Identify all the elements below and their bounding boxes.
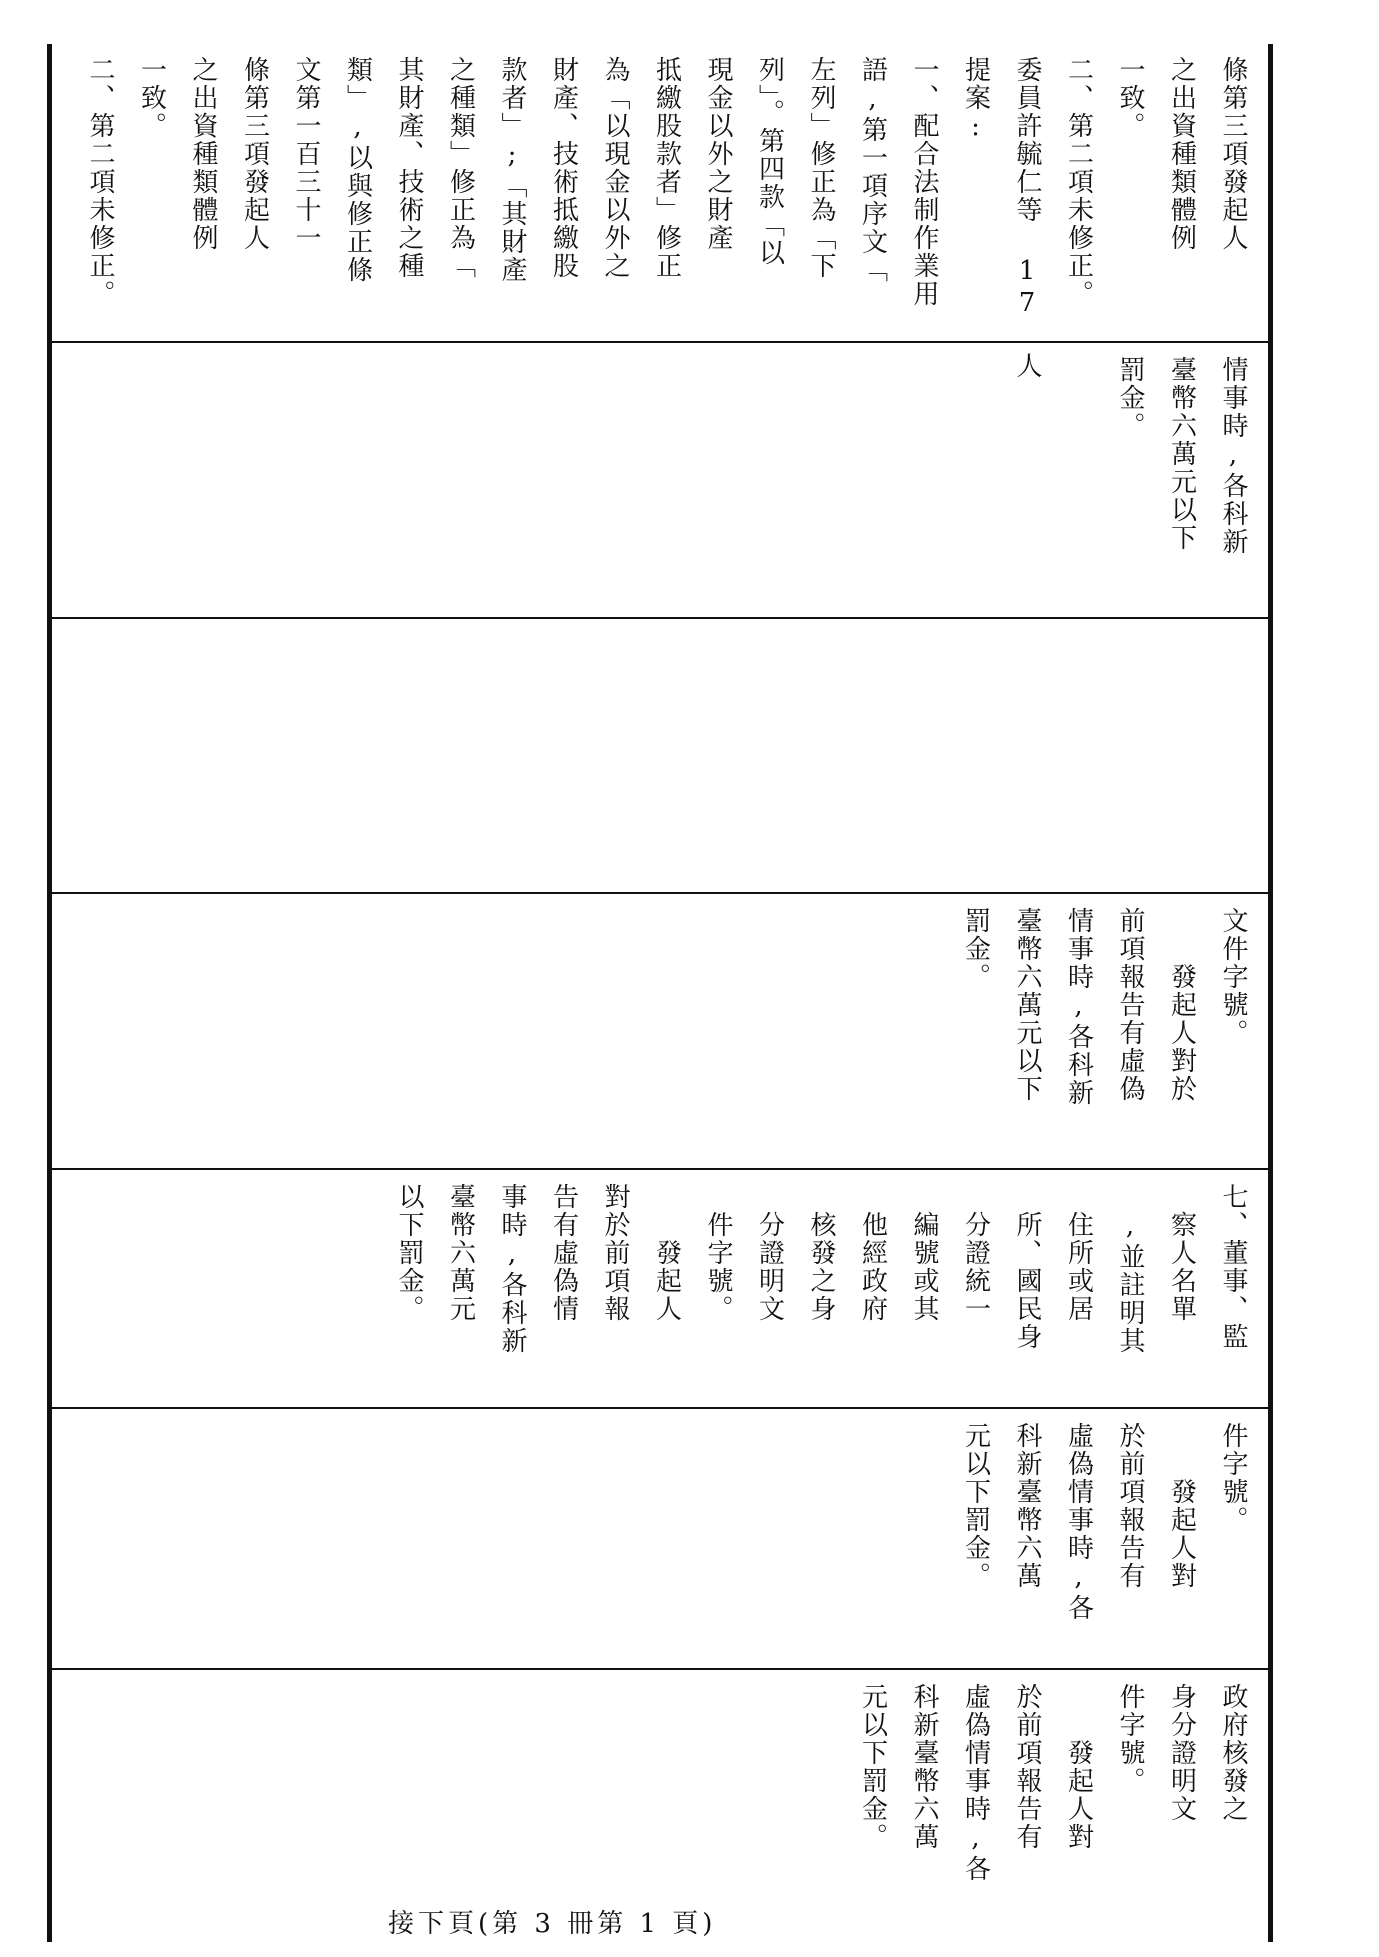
text-column: 之出資種類體例 [188, 56, 218, 252]
row-divider [47, 1168, 1273, 1170]
text-column: 財產、技術抵繳股 [548, 56, 579, 280]
text-column: 於前項報告有 [1012, 1683, 1042, 1851]
text-column: 類」,以與修正條 [342, 56, 373, 284]
text-column: 分證統一 [960, 1183, 991, 1323]
text-column: 左列」修正為「下 [806, 56, 836, 280]
text-column: 一致。 [1115, 56, 1145, 140]
text-column: 其財產、技術之種 [394, 56, 424, 280]
text-column: 發起人對 [1166, 1422, 1197, 1590]
text-column: 臺幣六萬元 [445, 1183, 476, 1323]
text-column: 元以下罰金。 [960, 1422, 991, 1590]
text-column: 分證明文 [754, 1183, 785, 1323]
text-column: 發起人對 [1063, 1683, 1094, 1851]
text-column: 現金以外之財產 [703, 56, 733, 252]
text-column: 一致。 [136, 56, 167, 140]
text-column: 件字號。 [1115, 1683, 1145, 1795]
text-column: 款者」;「其財產 [497, 56, 527, 284]
text-column: 文件字號。 [1218, 907, 1248, 1047]
text-column: 於前項報告有 [1115, 1422, 1145, 1590]
text-column: 委員許毓仁等 17 人 [1012, 56, 1042, 380]
text-column: 二、第二項未修正。 [1063, 56, 1094, 308]
text-column: 住所或居 [1063, 1183, 1094, 1323]
row-divider [47, 341, 1273, 343]
text-column: 之種類」修正為「 [445, 56, 476, 280]
text-column: 語,第一項序文「 [857, 56, 888, 284]
text-column: 虛偽情事時,各 [960, 1683, 991, 1883]
text-column: 核發之身 [806, 1183, 836, 1323]
text-column: 臺幣六萬元以下 [1166, 356, 1197, 552]
text-column: 對於前項報 [600, 1183, 630, 1323]
text-column: 察人名單 [1166, 1183, 1197, 1323]
text-column: 文第一百三十一 [291, 56, 321, 252]
text-column: 發起人對於 [1166, 907, 1197, 1103]
text-column: 告有虛偽情 [548, 1183, 579, 1323]
row-divider [47, 892, 1273, 894]
row-divider [47, 1407, 1273, 1409]
text-column: 情事時,各科新 [1063, 907, 1094, 1107]
text-column: 元以下罰金。 [857, 1683, 888, 1851]
text-column: 科新臺幣六萬 [909, 1683, 939, 1851]
text-column: 身分證明文 [1166, 1683, 1197, 1823]
text-column: 虛偽情事時,各 [1063, 1422, 1094, 1622]
text-column: 發起人 [651, 1183, 682, 1323]
text-column: 臺幣六萬元以下 [1012, 907, 1042, 1103]
text-column: 罰金。 [960, 907, 991, 991]
text-column: 編號或其 [909, 1183, 939, 1323]
text-column: 事時,各科新 [497, 1183, 527, 1355]
text-column: 提案: [960, 56, 991, 144]
text-column: 他經政府 [857, 1183, 888, 1323]
text-column: 條第三項發起人 [239, 56, 270, 252]
text-column: ,並註明其 [1115, 1183, 1145, 1355]
text-column: 為「以現金以外之 [600, 56, 630, 280]
text-column: 抵繳股款者」修正 [651, 56, 682, 280]
text-column: 罰金。 [1115, 356, 1145, 440]
text-column: 二、第二項未修正。 [85, 56, 115, 308]
continuation-note: 接下頁(第 3 冊第 1 頁) [388, 1909, 717, 1939]
text-column: 件字號。 [1218, 1422, 1248, 1534]
text-column: 以下罰金。 [394, 1183, 424, 1323]
text-column: 前項報告有虛偽 [1115, 907, 1145, 1103]
text-column: 政府核發之 [1218, 1683, 1248, 1823]
text-column: 條第三項發起人 [1218, 56, 1248, 252]
row-divider [47, 617, 1273, 619]
text-column: 科新臺幣六萬 [1012, 1422, 1042, 1590]
text-column: 七、董事、監 [1218, 1183, 1248, 1351]
text-column: 列」。第四款「以 [754, 56, 785, 267]
row-divider [47, 1668, 1273, 1670]
text-column: 一、配合法制作業用 [909, 56, 939, 308]
text-column: 件字號。 [703, 1183, 733, 1323]
text-column: 情事時,各科新 [1218, 356, 1248, 556]
text-column: 之出資種類體例 [1166, 56, 1197, 252]
text-column: 所、國民身 [1012, 1183, 1042, 1351]
